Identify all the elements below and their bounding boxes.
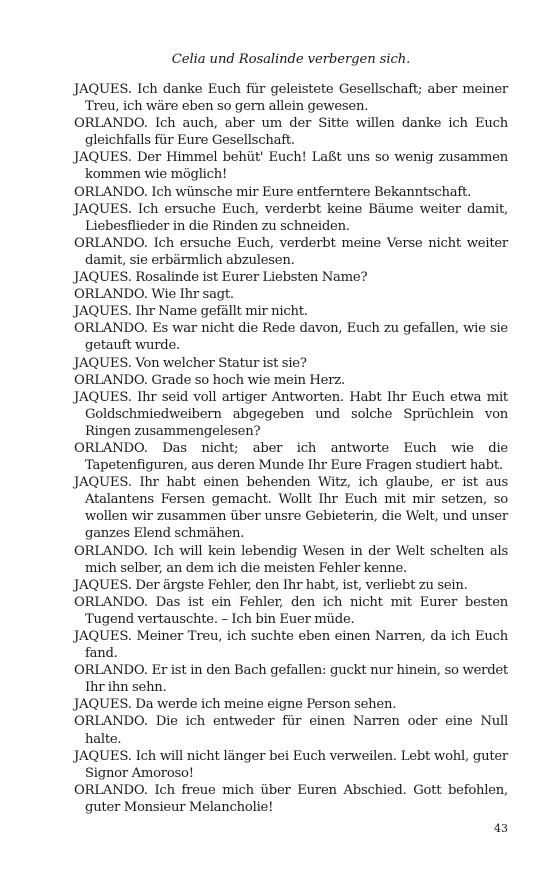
- speech: [74, 372, 508, 389]
- speech: [74, 628, 508, 662]
- speech-text: Der ärgste Fehler, den Ihr habt, ist, verliebt zu sein.: [135, 577, 468, 593]
- speaker-name: ORLANDO.: [74, 372, 148, 388]
- dialogue: [74, 81, 508, 816]
- speech: [74, 235, 508, 269]
- speech: [74, 696, 508, 713]
- speech: [74, 713, 508, 747]
- speech: [74, 269, 508, 286]
- speech-text: Es war nicht die Rede davon, Euch zu gefallen, wie sie getauft wurde.: [85, 321, 508, 354]
- speaker-name: ORLANDO.: [74, 543, 148, 559]
- speech: [74, 594, 508, 628]
- speaker-name: ORLANDO.: [74, 235, 148, 251]
- speech-text: Ich will kein lebendig Wesen in der Welt schelten als mich selber, an dem ich die meisten Fehler kenne.: [85, 543, 508, 576]
- speaker-name: ORLANDO.: [74, 782, 148, 798]
- speech: [74, 184, 508, 201]
- speech: [74, 303, 508, 320]
- speaker-name: JAQUES.: [74, 150, 132, 166]
- speaker-name: ORLANDO.: [74, 594, 148, 610]
- speaker-name: JAQUES.: [74, 697, 132, 713]
- speaker-name: JAQUES.: [74, 629, 132, 644]
- speech-text: Die ich entweder für einen Narren oder eine Null halte.: [85, 714, 508, 747]
- speech-text: Ich wünsche mir Eure entferntere Bekanntschaft.: [151, 184, 472, 200]
- speech-text: Das nicht; aber ich antworte Euch wie die Tapetenfiguren, aus deren Munde Ihr Eure Fragen studiert habt.: [85, 440, 508, 474]
- speaker-name: JAQUES.: [74, 355, 132, 371]
- speaker-name: JAQUES.: [74, 270, 132, 286]
- speech: [74, 286, 508, 303]
- speech-text: Rosalinde ist Eurer Liebsten Name?: [135, 270, 368, 286]
- speaker-name: ORLANDO.: [74, 440, 148, 456]
- speech-text: Er ist in den Bach gefallen: guckt nur hinein, so werdet Ihr ihn sehn.: [85, 663, 508, 696]
- speech-text: Ich will nicht länger bei Euch verweilen. Lebt wohl, guter Signor Amoroso!: [85, 748, 508, 781]
- speech-text: Ihr seid voll artiger Antworten. Habt Ihr Euch etwa mit Goldschmiedweibern abgegeben und solche Sprüchlein von Ringen zusammengelesen?: [85, 389, 508, 439]
- speaker-name: JAQUES.: [74, 201, 132, 217]
- speech-text: Wie Ihr sagt.: [151, 287, 234, 303]
- speaker-name: JAQUES.: [74, 304, 132, 320]
- speaker-name: JAQUES.: [74, 748, 132, 764]
- speaker-name: JAQUES.: [74, 577, 132, 593]
- speaker-name: JAQUES.: [74, 475, 132, 491]
- speech-text: Ich ersuche Euch, verderbt meine Verse nicht weiter damit, sie erbärmlich abzulesen.: [85, 235, 508, 268]
- speech: [74, 355, 508, 372]
- speech: [74, 389, 508, 440]
- speech: [74, 577, 508, 594]
- speech: [74, 81, 508, 115]
- speaker-name: ORLANDO.: [74, 184, 148, 200]
- speech-text: Der Himmel behüt' Euch! Laßt uns so wenig zusammen kommen wie möglich!: [85, 150, 508, 183]
- speech: [74, 782, 508, 816]
- page-number: 43: [494, 822, 508, 835]
- speech: [74, 201, 508, 235]
- speaker-name: ORLANDO.: [74, 287, 148, 303]
- speech-text: Ich freue mich über Euren Abschied. Gott befohlen, guter Monsieur Melancholie!: [85, 782, 508, 815]
- speaker-name: ORLANDO.: [74, 663, 148, 679]
- stage-direction: Celia und Rosalinde verbergen sich.: [171, 52, 411, 67]
- speech: [74, 149, 508, 183]
- speech-text: Da werde ich meine eigne Person sehen.: [135, 697, 397, 713]
- speech: [74, 543, 508, 577]
- speaker-name: JAQUES.: [74, 389, 132, 405]
- speaker-name: JAQUES.: [74, 82, 132, 97]
- speaker-name: ORLANDO.: [74, 714, 148, 730]
- speech: [74, 748, 508, 782]
- speech-text: Ich auch, aber um der Sitte willen danke ich Euch gleichfalls für Eure Gesellschaft.: [85, 116, 508, 149]
- speech-text: Ihr Name gefällt mir nicht.: [135, 304, 308, 320]
- speech: [74, 662, 508, 696]
- speech-text: Meiner Treu, ich suchte eben einen Narren, da ich Euch fand.: [85, 629, 508, 662]
- speech-text: Von welcher Statur ist sie?: [135, 355, 307, 371]
- speech: [74, 440, 508, 474]
- speaker-name: ORLANDO.: [74, 321, 148, 337]
- speech-text: Ich danke Euch für geleistete Gesellschaft; aber meiner Treu, ich wäre eben so gern allein gewesen.: [85, 82, 508, 115]
- speech-text: Ich ersuche Euch, verderbt keine Bäume weiter damit, Liebesflieder in die Rinden zu schneiden.: [85, 201, 508, 234]
- speech: [74, 115, 508, 149]
- speech-text: Ihr habt einen behenden Witz, ich glaube, er ist aus Atalantens Fersen gemacht. Wollt Ihr Euch mit mir setzen, so wollen wir zusammen über unsre Gebieterin, die Welt, und unser ganzes Elend schmähen.: [85, 475, 508, 542]
- speech: [74, 320, 508, 354]
- book-page: [74, 0, 508, 880]
- speech-text: Grade so hoch wie mein Herz.: [151, 372, 345, 388]
- speech-text: Das ist ein Fehler, den ich nicht mit Eurer besten Tugend vertauschte. – Ich bin Euer müde.: [85, 594, 508, 627]
- speech: [74, 474, 508, 542]
- speaker-name: ORLANDO.: [74, 116, 148, 132]
